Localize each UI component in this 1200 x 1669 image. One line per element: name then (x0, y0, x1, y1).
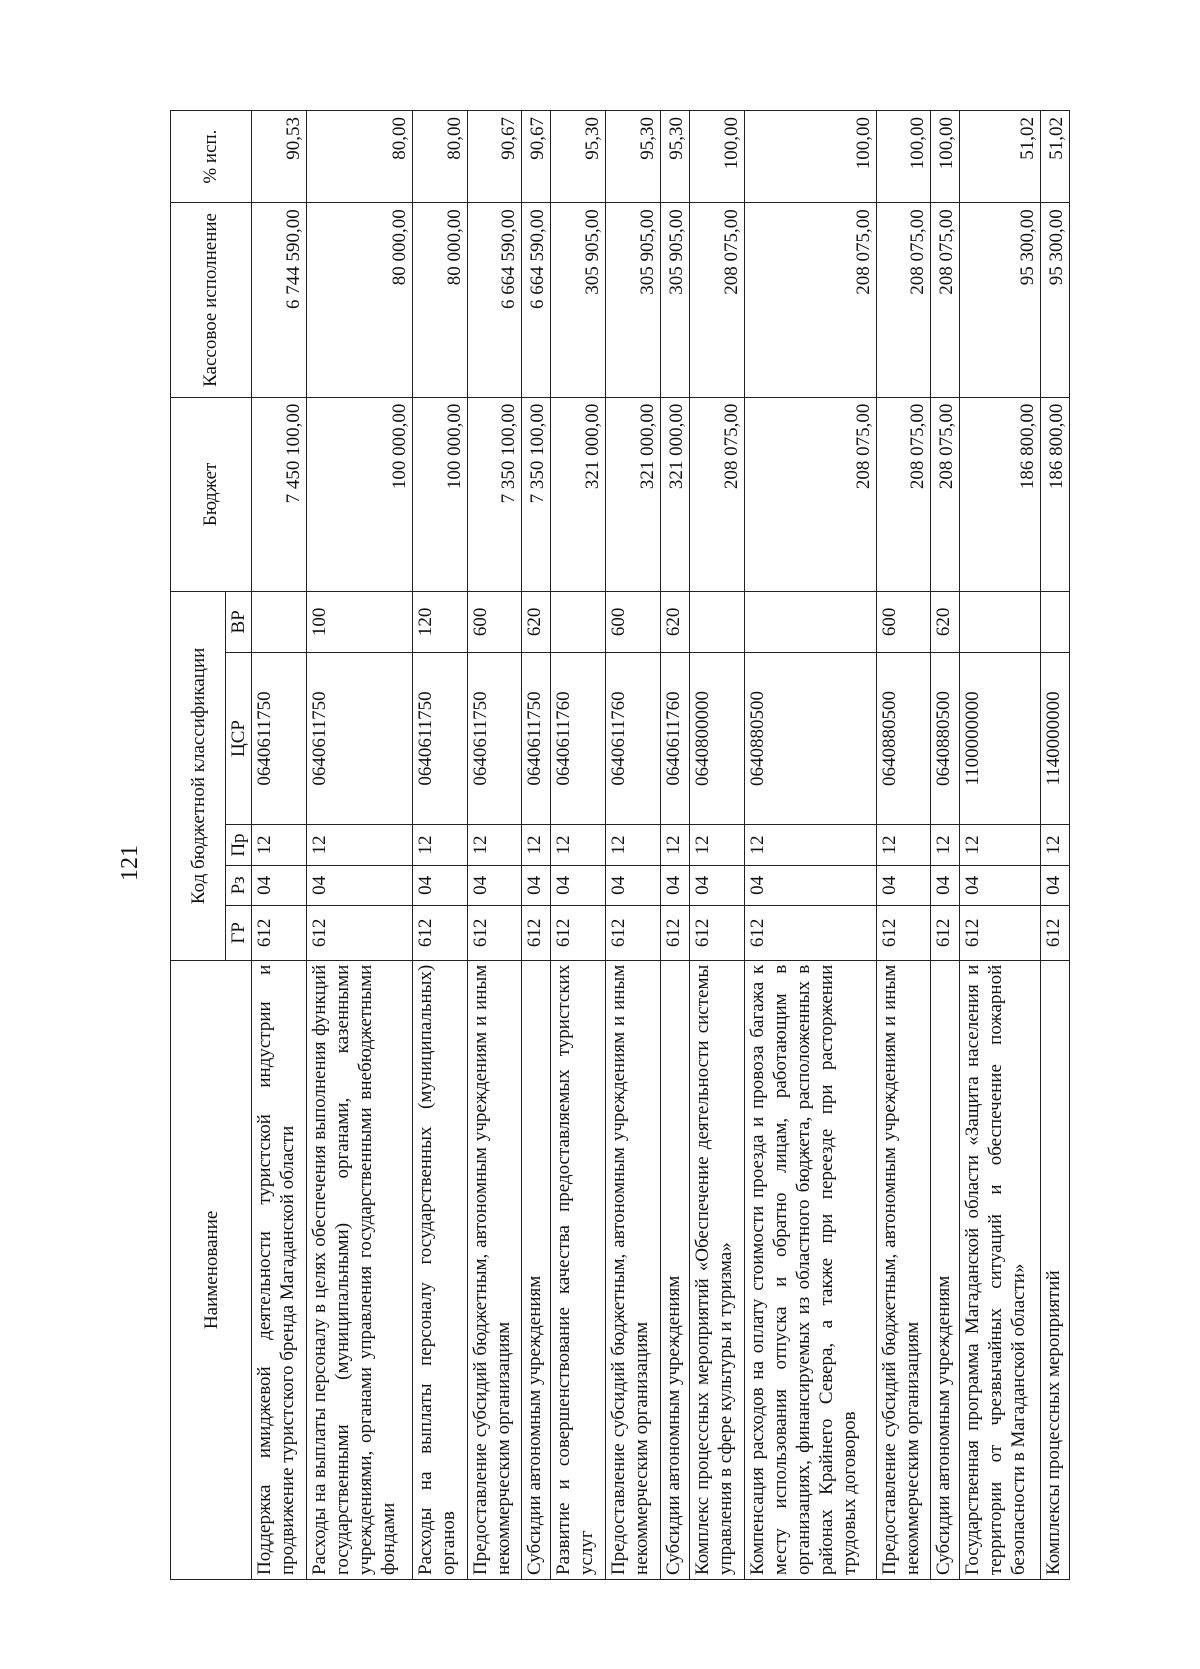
row-execution: 208 075,00 (876, 203, 931, 397)
table-row (690, 111, 745, 1580)
row-gr: 612 (412, 906, 467, 961)
row-execution: 305 905,00 (660, 203, 689, 397)
row-budget: 100 000,00 (412, 397, 467, 591)
row-pr: 12 (606, 825, 661, 865)
row-gr: 612 (660, 906, 689, 961)
row-csr: 0640611760 (660, 652, 689, 825)
header-budget: Бюджет (171, 397, 252, 591)
row-name: Предоставление субсидий бюджетным, автономным учреждениям и иным некоммерческим организациям (467, 960, 522, 1579)
row-gr: 612 (690, 906, 745, 961)
table-row (876, 111, 931, 1580)
row-name: Субсидии автономным учреждениям (931, 960, 960, 1579)
row-vr: 100 (306, 592, 412, 653)
row-csr: 0640880500 (876, 652, 931, 825)
table-row (522, 111, 551, 1580)
row-pr: 12 (931, 825, 960, 865)
row-gr: 612 (252, 906, 307, 961)
row-execution: 95 300,00 (1040, 203, 1069, 397)
row-percent: 100,00 (931, 111, 960, 203)
row-execution: 305 905,00 (606, 203, 661, 397)
row-percent: 51,02 (960, 111, 1040, 203)
row-rz: 04 (744, 865, 876, 905)
row-gr: 612 (960, 906, 1040, 961)
header-vr: ВР (226, 592, 252, 653)
row-name: Развитие и совершенствование качества предоставляемых туристских услуг (551, 960, 606, 1579)
header-percent: % исп. (171, 111, 252, 203)
table-row (931, 111, 960, 1580)
row-gr: 612 (551, 906, 606, 961)
row-gr: 612 (467, 906, 522, 961)
row-budget: 208 075,00 (744, 397, 876, 591)
row-name: Предоставление субсидий бюджетным, автономным учреждениям и иным некоммерческим организациям (876, 960, 931, 1579)
row-gr: 612 (931, 906, 960, 961)
row-percent: 80,00 (306, 111, 412, 203)
row-rz: 04 (931, 865, 960, 905)
row-csr: 0640611760 (606, 652, 661, 825)
row-pr: 12 (690, 825, 745, 865)
row-name: Предоставление субсидий бюджетным, автономным учреждениям и иным некоммерческим организациям (606, 960, 661, 1579)
row-rz: 04 (252, 865, 307, 905)
row-vr: 620 (660, 592, 689, 653)
row-rz: 04 (606, 865, 661, 905)
row-percent: 100,00 (876, 111, 931, 203)
row-execution: 305 905,00 (551, 203, 606, 397)
table-row (412, 111, 467, 1580)
table-row (551, 111, 606, 1580)
row-pr: 12 (467, 825, 522, 865)
row-vr: 120 (412, 592, 467, 653)
row-budget: 321 000,00 (660, 397, 689, 591)
row-budget: 208 075,00 (690, 397, 745, 591)
header-gr: ГР (226, 906, 252, 961)
table-row (660, 111, 689, 1580)
row-gr: 612 (744, 906, 876, 961)
row-percent: 100,00 (690, 111, 745, 203)
page-number: 121 (117, 845, 143, 881)
row-percent: 80,00 (412, 111, 467, 203)
row-percent: 95,30 (660, 111, 689, 203)
row-vr: 600 (467, 592, 522, 653)
row-gr: 612 (522, 906, 551, 961)
row-rz: 04 (690, 865, 745, 905)
row-name: Компенсация расходов на оплату стоимости проезда и провоза багажа к месту использования отпуска и обратно лицам, работающим в организациях, финансируемых из областного бюджета, расположенных в районах Крайнего Севера, а также при переезде при расторжении трудовых договоров (744, 960, 876, 1579)
row-name: Расходы на выплаты персоналу в целях обеспечения выполнения функций государственными (муниципальными) органами, казенными учреждениями, органами управления государственными внебюджетными фондами (306, 960, 412, 1579)
row-pr: 12 (960, 825, 1040, 865)
row-pr: 12 (412, 825, 467, 865)
row-budget: 186 800,00 (960, 397, 1040, 591)
row-execution: 6 664 590,00 (522, 203, 551, 397)
row-csr: 0640611760 (551, 652, 606, 825)
row-pr: 12 (252, 825, 307, 865)
row-csr: 0640611750 (412, 652, 467, 825)
row-rz: 04 (551, 865, 606, 905)
row-name: Государственная программа Магаданской области «Защита населения и территории от чрезвычайных ситуаций и обеспечение пожарной безопасности в Магаданской области» (960, 960, 1040, 1579)
row-gr: 612 (306, 906, 412, 961)
row-budget: 208 075,00 (931, 397, 960, 591)
row-rz: 04 (876, 865, 931, 905)
row-vr (252, 592, 307, 653)
row-budget: 208 075,00 (876, 397, 931, 591)
row-budget: 7 350 100,00 (522, 397, 551, 591)
row-csr: 1100000000 (960, 652, 1040, 825)
row-name: Субсидии автономным учреждениям (660, 960, 689, 1579)
header-name: Наименование (171, 960, 252, 1579)
budget-table (170, 110, 1070, 1580)
row-vr: 620 (522, 592, 551, 653)
header-pr: Пр (226, 825, 252, 865)
header-code-group: Код бюджетной классификации (171, 592, 226, 961)
row-rz: 04 (1040, 865, 1069, 905)
row-csr: 1140000000 (1040, 652, 1069, 825)
table-row (1040, 111, 1069, 1580)
row-csr: 0640611750 (467, 652, 522, 825)
row-rz: 04 (412, 865, 467, 905)
row-budget: 7 450 100,00 (252, 397, 307, 591)
row-csr: 0640611750 (522, 652, 551, 825)
row-vr (744, 592, 876, 653)
row-percent: 95,30 (551, 111, 606, 203)
row-percent: 90,67 (467, 111, 522, 203)
row-pr: 12 (522, 825, 551, 865)
rotated-table-wrapper (170, 110, 1070, 1580)
row-execution: 95 300,00 (960, 203, 1040, 397)
row-name: Комплексы процессных мероприятий (1040, 960, 1069, 1579)
row-name: Поддержка имиджевой деятельности туристской индустрии и продвижение туристского бренда Магаданской области (252, 960, 307, 1579)
row-execution: 80 000,00 (306, 203, 412, 397)
row-execution: 6 744 590,00 (252, 203, 307, 397)
row-pr: 12 (744, 825, 876, 865)
header-rz: Рз (226, 865, 252, 905)
row-gr: 612 (876, 906, 931, 961)
row-budget: 321 000,00 (551, 397, 606, 591)
row-percent: 90,67 (522, 111, 551, 203)
row-rz: 04 (306, 865, 412, 905)
row-percent: 100,00 (744, 111, 876, 203)
row-gr: 612 (1040, 906, 1069, 961)
row-execution: 208 075,00 (931, 203, 960, 397)
table-body (252, 111, 1070, 1580)
row-rz: 04 (522, 865, 551, 905)
header-csr: ЦСР (226, 652, 252, 825)
row-percent: 95,30 (606, 111, 661, 203)
table-row (467, 111, 522, 1580)
row-budget: 321 000,00 (606, 397, 661, 591)
header-row-1 (171, 111, 226, 1580)
row-csr: 0640880500 (931, 652, 960, 825)
row-name: Комплекс процессных мероприятий «Обеспечение деятельности системы управления в сфере культуры и туризма» (690, 960, 745, 1579)
row-vr (960, 592, 1040, 653)
row-pr: 12 (306, 825, 412, 865)
table-row (306, 111, 412, 1580)
row-vr (551, 592, 606, 653)
row-csr: 0640800000 (690, 652, 745, 825)
header-execution: Кассовое исполнение (171, 203, 252, 397)
row-vr (1040, 592, 1069, 653)
row-rz: 04 (960, 865, 1040, 905)
row-vr: 600 (876, 592, 931, 653)
row-rz: 04 (467, 865, 522, 905)
row-vr: 620 (931, 592, 960, 653)
row-execution: 208 075,00 (690, 203, 745, 397)
row-percent: 90,53 (252, 111, 307, 203)
row-csr: 0640880500 (744, 652, 876, 825)
row-budget: 7 350 100,00 (467, 397, 522, 591)
table-row (252, 111, 307, 1580)
row-execution: 6 664 590,00 (467, 203, 522, 397)
row-execution: 80 000,00 (412, 203, 467, 397)
row-name: Расходы на выплаты персоналу государственных (муниципальных) органов (412, 960, 467, 1579)
row-budget: 186 800,00 (1040, 397, 1069, 591)
row-gr: 612 (606, 906, 661, 961)
row-vr: 600 (606, 592, 661, 653)
row-pr: 12 (660, 825, 689, 865)
row-vr (690, 592, 745, 653)
row-rz: 04 (660, 865, 689, 905)
row-name: Субсидии автономным учреждениям (522, 960, 551, 1579)
row-pr: 12 (551, 825, 606, 865)
table-row (606, 111, 661, 1580)
row-budget: 100 000,00 (306, 397, 412, 591)
row-csr: 0640611750 (306, 652, 412, 825)
row-pr: 12 (876, 825, 931, 865)
row-percent: 51,02 (1040, 111, 1069, 203)
table-row (744, 111, 876, 1580)
row-csr: 0640611750 (252, 652, 307, 825)
row-pr: 12 (1040, 825, 1069, 865)
table-row (960, 111, 1040, 1580)
row-execution: 208 075,00 (744, 203, 876, 397)
